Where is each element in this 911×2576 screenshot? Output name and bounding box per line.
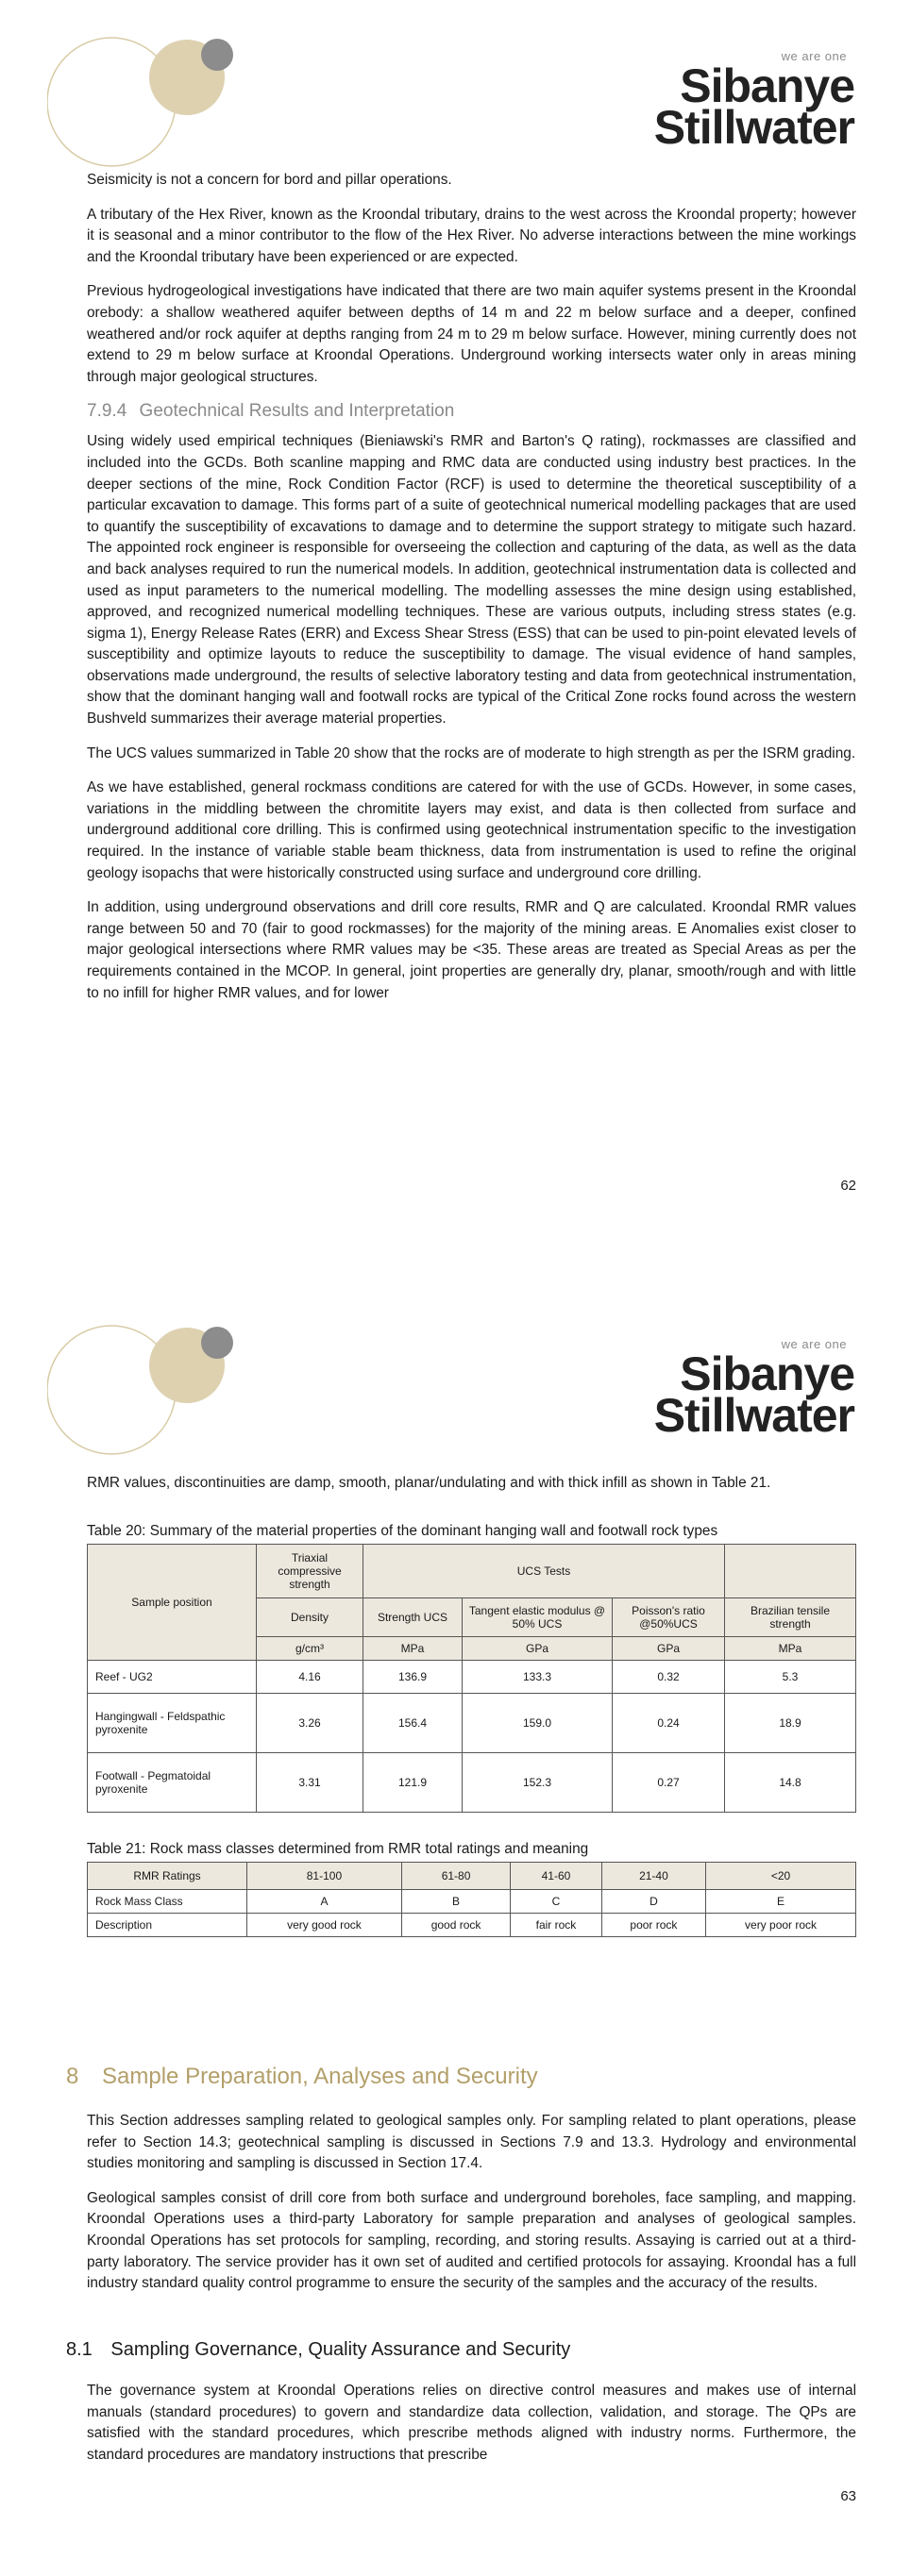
table-cell: fair rock	[511, 1913, 602, 1936]
chapter-number: 8	[66, 2064, 79, 2089]
table-cell: 156.4	[363, 1693, 463, 1752]
table-cell: very good rock	[247, 1913, 402, 1936]
table-unit: MPa	[725, 1636, 856, 1660]
section-title: Geotechnical Results and Interpretation	[139, 401, 455, 422]
table-row	[88, 1889, 856, 1913]
table-cell: 133.3	[463, 1660, 613, 1693]
table-cell: 152.3	[463, 1752, 613, 1812]
table-header: Density	[257, 1597, 363, 1636]
table-cell: D	[601, 1889, 705, 1913]
paragraph: Using widely used empirical techniques (Bieniawski's RMR and Barton's Q rating), rockmasses are classified and included into the GCDs. Both scanline mapping and RMC data are conducted using industry best practices. In the deeper sections of the mine, Rock Condition Factor (RCF) is used to determine the theoretical susceptibility of a particular excavation to damage. This forms part of a suite of geotechnical numerical modelling packages that are used to quantify the susceptibility of excavations to damage and to determine the support strategy to mitigate such hazard. The appointed rock engineer is responsible for overseeing the collection and capturing of the data, as well as the data and back analyses required to run the numerical models. In addition, geotechnical instrumentation data is collected and used as input parameters to the numerical modelling. The modelling assesses the mine design using established, approved, and recognized numerical modelling techniques. These are various outputs, including stress states (e.g. sigma 1), Energy Release Rates (ERR) and Excess Shear Stress (ESS) that can be used to pin-point elevated levels of susceptibility and optimize layouts to reduce the susceptibility to damage. The visual evidence of hand samples, observations made underground, the results of selective laboratory testing and data from geotechnical instrumentation, show that the dominant hanging wall and footwall rocks are typical of the Critical Zone rocks found across the western Bushveld summarizes their average material properties.	[87, 433, 856, 728]
paragraph: This Section addresses sampling related to geological samples only. For sampling related to plant operations, please refer to Section 14.3; geotechnical sampling is discussed in Sections 7.9 and 13.3. Hydrology and environmental studies monitoring and sampling is discussed in Section 17.4.	[87, 2113, 856, 2172]
subsection-title: Sampling Governance, Quality Assurance and Security	[110, 2339, 571, 2360]
table-header: UCS Tests	[363, 1544, 725, 1597]
subsection-heading-8-1	[66, 2339, 856, 2361]
logo-line-1: Sibanye	[680, 59, 854, 112]
chapter-heading-8	[66, 2064, 856, 2090]
table-20-material-properties	[87, 1544, 856, 1813]
table-cell: 121.9	[363, 1752, 463, 1812]
table-21-rock-mass-classes	[87, 1862, 856, 1937]
table-unit: GPa	[463, 1636, 613, 1660]
table-21-caption: Table 21: Rock mass classes determined from RMR total ratings and meaning	[87, 1840, 589, 1857]
chapter-title: Sample Preparation, Analyses and Security	[102, 2064, 538, 2089]
table-cell: 136.9	[363, 1660, 463, 1693]
table-cell: 4.16	[257, 1660, 363, 1693]
page-number: 62	[840, 1178, 856, 1194]
table-header: Sample position	[88, 1544, 257, 1660]
table-unit: MPa	[363, 1636, 463, 1660]
page-62-body	[87, 170, 856, 1017]
table-header: RMR Ratings	[88, 1862, 247, 1889]
table-header: 41-60	[511, 1862, 602, 1889]
table-cell: Footwall - Pegmatoidal pyroxenite	[88, 1752, 257, 1812]
table-header: Strength UCS	[363, 1597, 463, 1636]
chapter-8-body	[87, 2111, 856, 2314]
table-header: Tangent elastic modulus @ 50% UCS	[463, 1597, 613, 1636]
table-row	[88, 1752, 856, 1812]
table-header: Poisson's ratio @50%UCS	[613, 1597, 725, 1636]
table-cell: 0.27	[613, 1752, 725, 1812]
table-unit: g/cm³	[257, 1636, 363, 1660]
table-cell: 5.3	[725, 1660, 856, 1693]
table-header: 81-100	[247, 1862, 402, 1889]
table-cell: 18.9	[725, 1693, 856, 1752]
logo-tagline: we are one	[781, 49, 847, 63]
table-cell: Description	[88, 1913, 247, 1936]
paragraph: The UCS values summarized in Table 20 show that the rocks are of moderate to high strength as per the ISRM grading.	[87, 744, 856, 761]
table-header	[725, 1544, 856, 1597]
table-header: 21-40	[601, 1862, 705, 1889]
table-cell: poor rock	[601, 1913, 705, 1936]
logo-line-2: Stillwater	[653, 101, 854, 154]
table-cell: Rock Mass Class	[88, 1889, 247, 1913]
table-cell: A	[247, 1889, 402, 1913]
table-cell: good rock	[401, 1913, 510, 1936]
table-cell: very poor rock	[706, 1913, 856, 1936]
paragraph: The governance system at Kroondal Operations relies on directive control measures and makes use of internal manuals (standard procedures) to govern and standardize data collection, validation, and storage. The QPs are satisfied with the standard procedures, which prescribe methods aligned with industry norms. Furthermore, the standard procedures are mandatory instructions that prescribe	[87, 2383, 856, 2463]
table-cell: Reef - UG2	[88, 1660, 257, 1693]
page-63-body	[87, 1473, 856, 1990]
table-cell: Hangingwall - Feldspathic pyroxenite	[88, 1693, 257, 1752]
table-cell: E	[706, 1889, 856, 1913]
table-unit: GPa	[613, 1636, 725, 1660]
table-cell: 14.8	[725, 1752, 856, 1812]
chapter-8-heading-block	[66, 2064, 856, 2090]
table-cell: 159.0	[463, 1693, 613, 1752]
company-logo	[609, 1333, 854, 1442]
table-row	[88, 1660, 856, 1693]
logo-line-2: Stillwater	[653, 1389, 854, 1442]
table-header: <20	[706, 1862, 856, 1889]
paragraph: Geological samples consist of drill core from both surface and underground boreholes, face sampling, and mapping. Kroondal Operations uses a third-party Laboratory for sample preparation and analyses of geological samples. Kroondal Operations has set protocols for sampling, recording, and storing results. Assaying is carried out at a third-party laboratory. The service provider has it own set of audited and certified protocols for assaying. Kroondal has a full industry standard quality control programme to ensure the security of the samples and the accuracy of the results.	[87, 2189, 856, 2292]
section-number: 7.9.4	[87, 401, 127, 422]
logo-line-1: Sibanye	[680, 1347, 854, 1400]
paragraph: As we have established, general rockmass conditions are catered for with the use of GCDs. However, in some cases, variations in the middling between the chromitite layers may exist, and data is then collected from surface and underground additional core drilling. This is confirmed using geotechnical instrumentation specific to the investigation required. In the instance of variable stable beam thickness, data from instrumentation is used to refine the original geology isopachs that were historically constructed using surface and underground core drilling.	[87, 779, 856, 881]
paragraph: Previous hydrogeological investigations have indicated that there are two main aquifer systems present in the Kroondal orebody: a shallow weathered aquifer between depths of 14 m and 22 m below surface and a deeper, confined weathered and/or rock aquifer at depths ranging from 24 m to 29 m below surface. However, mining currently does not extend to 29 m below surface at Kroondal Operations. Underground working intersects water only in areas mining through major geological structures.	[87, 283, 856, 385]
section-heading-7-9-4	[87, 401, 856, 422]
table-header: 61-80	[401, 1862, 510, 1889]
logo-tagline: we are one	[781, 1337, 847, 1351]
table-cell: B	[401, 1889, 510, 1913]
table-row	[88, 1693, 856, 1752]
decorative-circles-graphic	[47, 1316, 245, 1467]
table-header: Triaxial compressive strength	[257, 1544, 363, 1597]
table-cell: 0.24	[613, 1693, 725, 1752]
page-number: 63	[840, 2488, 856, 2504]
table-cell: 3.31	[257, 1752, 363, 1812]
paragraph: In addition, using underground observations and drill core results, RMR and Q are calculated. Kroondal RMR values range between 50 and 70 (fair to good rockmasses) for the majority of the mining areas. E Anomalies exist closer to major geological intersections where RMR values may be <35. These areas are treated as Special Areas as per the requirements contained in the MCOP. In general, joint properties are generally dry, planar, smooth/rough and with little to no infill for higher RMR values, and for lower	[87, 899, 856, 1001]
subsection-8-1-heading-block	[66, 2339, 856, 2361]
subsection-number: 8.1	[66, 2339, 93, 2360]
paragraph: Seismicity is not a concern for bord and pillar operations.	[87, 172, 452, 188]
table-20-caption: Table 20: Summary of the material properties of the dominant hanging wall and footwall rock types	[87, 1522, 718, 1539]
paragraph: A tributary of the Hex River, known as the Kroondal tributary, drains to the west across the Kroondal property; however it is seasonal and a minor contributor to the flow of the Hex River. No adverse interactions between the mine workings and the Kroondal tributary have been experienced or are expected.	[87, 206, 856, 265]
table-cell: 0.32	[613, 1660, 725, 1693]
company-logo	[609, 45, 854, 154]
table-row	[88, 1913, 856, 1936]
table-row	[88, 1862, 856, 1889]
page-63	[0, 1288, 911, 2576]
table-cell: C	[511, 1889, 602, 1913]
subsection-8-1-body	[87, 2381, 856, 2479]
table-cell: 3.26	[257, 1693, 363, 1752]
decorative-circles-graphic	[47, 28, 245, 179]
table-header: Brazilian tensile strength	[725, 1597, 856, 1636]
paragraph: RMR values, discontinuities are damp, smooth, planar/undulating and with thick infill as shown in Table 21.	[87, 1475, 771, 1491]
